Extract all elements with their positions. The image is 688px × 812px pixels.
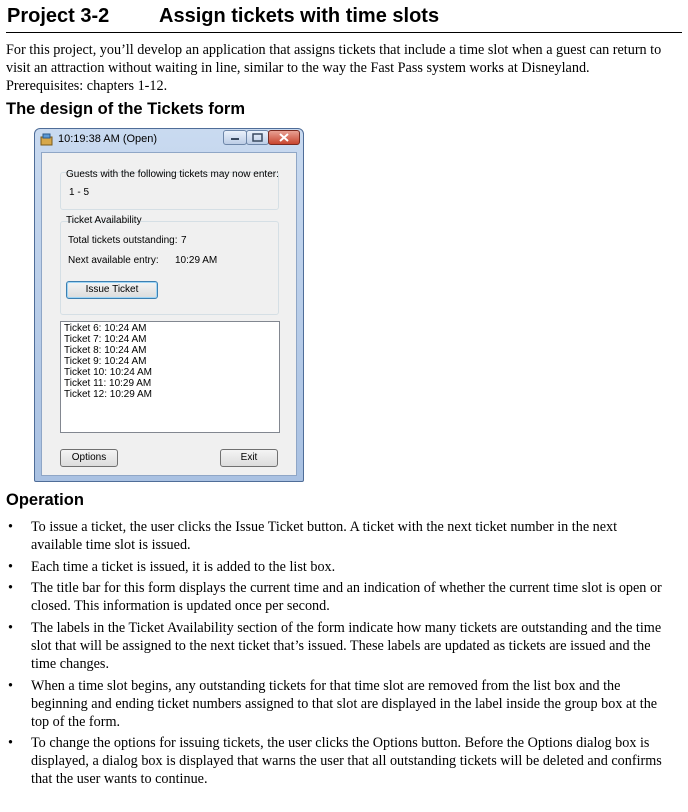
operation-bullet-list	[6, 518, 666, 792]
operation-bullet	[6, 677, 666, 731]
project-number: Project 3-2	[7, 5, 110, 27]
bullet-text: To issue a ticket, the user clicks the Issue Ticket button. A ticket with the next ticket number in the next available time slot is issued.	[31, 519, 618, 553]
window-title: 10:19:38 AM (Open)	[58, 133, 158, 145]
operation-bullet	[6, 518, 666, 554]
project-heading	[6, 4, 682, 33]
operation-heading: Operation	[6, 491, 84, 509]
minimize-button[interactable]	[223, 130, 247, 145]
operation-bullet	[6, 619, 666, 673]
outstanding-value: 7	[181, 235, 187, 246]
issue-ticket-button[interactable]: Issue Ticket	[66, 281, 158, 299]
outstanding-label: Total tickets outstanding:	[68, 235, 178, 246]
guests-range-label: 1 - 5	[69, 187, 90, 198]
options-button[interactable]: Options	[60, 449, 118, 467]
next-entry-label: Next available entry:	[68, 255, 159, 266]
bullet-text: The labels in the Ticket Availability section of the form indicate how many tickets are outstanding and the time slot that will be assigned to the next ticket that’s issued. These labels are updated as tickets are issued and the time changes.	[31, 620, 662, 673]
bullet-marker: •	[8, 580, 13, 597]
ticket-list-item[interactable]: Ticket 11: 10:29 AM	[64, 378, 152, 389]
bullet-marker: •	[8, 735, 13, 752]
app-icon	[40, 133, 53, 146]
bullet-text: Each time a ticket is issued, it is added to the list box.	[31, 558, 336, 575]
minimize-icon	[224, 131, 246, 144]
bullet-marker: •	[8, 677, 13, 694]
bullet-marker: •	[8, 519, 13, 535]
close-button[interactable]	[268, 130, 300, 145]
tickets-form-window	[34, 128, 304, 482]
bullet-marker: •	[8, 620, 13, 637]
ticket-list-item[interactable]: Ticket 8: 10:24 AM	[64, 345, 147, 356]
intro-paragraph: For this project, you’ll develop an application that assigns tickets that include a time slot when a guest can return to visit an attraction without waiting in line, similar to the way the Fast Pass system works at Disneyland. Prerequisites: chapters 1-12.	[6, 42, 662, 94]
project-title: Assign tickets with time slots	[159, 5, 440, 27]
guests-label: Guests with the following tickets may now enter:	[66, 169, 279, 180]
exit-button[interactable]: Exit	[220, 449, 278, 467]
operation-bullet	[6, 579, 666, 615]
ticket-list-item[interactable]: Ticket 12: 10:29 AM	[64, 389, 153, 400]
bullet-text: The title bar for this form displays the current time and an indication of whether the current time slot is open or closed. This information is updated once per second.	[31, 580, 662, 615]
operation-bullet	[6, 558, 666, 576]
bullet-text: To change the options for issuing tickets, the user clicks the Options button. Before the Options dialog box is displayed, a dialog box is displayed that warns the user that all outstanding tickets will be deleted and confirms that the user wants to continue.	[31, 735, 662, 788]
bullet-text: When a time slot begins, any outstanding tickets for that time slot are removed from the list box and the beginning and ending ticket numbers assigned to that slot are displayed in the label inside the group box at the top of the form.	[31, 677, 658, 730]
design-heading: The design of the Tickets form	[6, 100, 245, 118]
bullet-marker: •	[8, 558, 13, 575]
form-client-area	[41, 152, 297, 476]
ticket-list-item[interactable]: Ticket 7: 10:24 AM	[64, 334, 147, 345]
maximize-button[interactable]	[246, 130, 269, 145]
availability-group-label: Ticket Availability	[66, 215, 142, 226]
ticket-list-item[interactable]: Ticket 6: 10:24 AM	[64, 323, 147, 334]
ticket-list	[61, 322, 279, 400]
next-entry-value: 10:29 AM	[175, 255, 218, 266]
tickets-list-box[interactable]	[60, 321, 280, 433]
maximize-icon	[247, 131, 268, 144]
operation-bullet	[6, 734, 666, 788]
ticket-list-item[interactable]: Ticket 10: 10:24 AM	[64, 367, 153, 378]
close-icon	[269, 131, 299, 144]
ticket-list-item[interactable]: Ticket 9: 10:24 AM	[64, 356, 147, 367]
title-bar[interactable]	[35, 129, 303, 151]
